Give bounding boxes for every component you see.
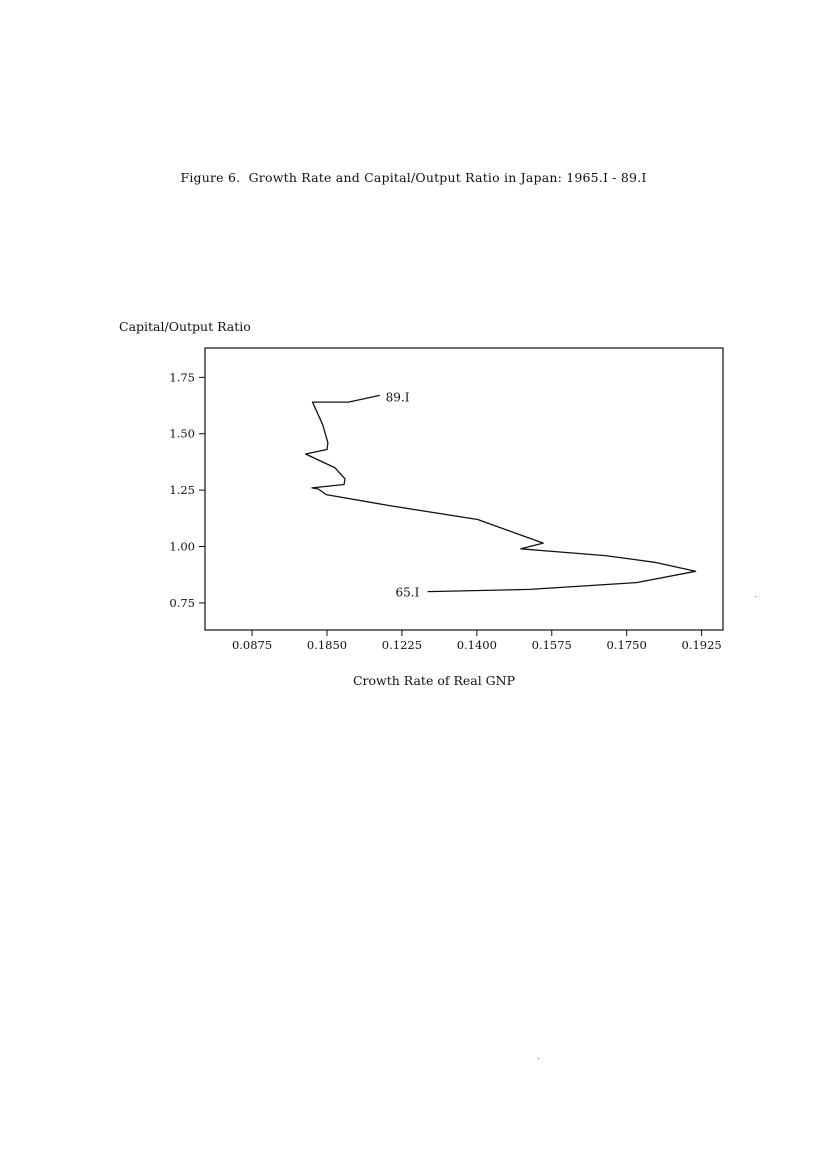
y-tick-label: 1.75 — [169, 370, 195, 385]
annotations — [386, 391, 420, 600]
y-tick-label: 1.00 — [169, 539, 195, 554]
y-tick-label: 1.50 — [169, 426, 195, 441]
series-label: 65.I — [395, 585, 420, 600]
y-axis-label: Capital/Output Ratio — [119, 319, 251, 334]
series-line — [306, 395, 696, 591]
scan-speck — [755, 596, 756, 597]
x-tick-label: 0.1400 — [456, 638, 497, 652]
plot-frame — [205, 348, 723, 630]
series-label: 89.I — [385, 390, 410, 405]
y-tick-label: 0.75 — [169, 595, 195, 610]
x-tick-label: 0.1750 — [606, 638, 647, 652]
y-axis — [169, 370, 205, 610]
x-tick-label: 0.0875 — [231, 638, 273, 652]
figure-caption: Figure 6. Growth Rate and Capital/Output Ratio in Japan: 1965.I - 89.I — [180, 170, 647, 185]
x-axis-label: Crowth Rate of Real GNP — [352, 673, 516, 688]
x-axis — [232, 630, 722, 652]
x-tick-label: 0.1925 — [681, 638, 722, 652]
y-tick-label: 1.25 — [169, 483, 195, 498]
x-tick-label: 0.1225 — [381, 638, 423, 652]
x-tick-label: 0.1575 — [531, 638, 572, 652]
x-tick-label: 0.1850 — [306, 638, 348, 652]
scan-speck — [538, 1058, 539, 1059]
